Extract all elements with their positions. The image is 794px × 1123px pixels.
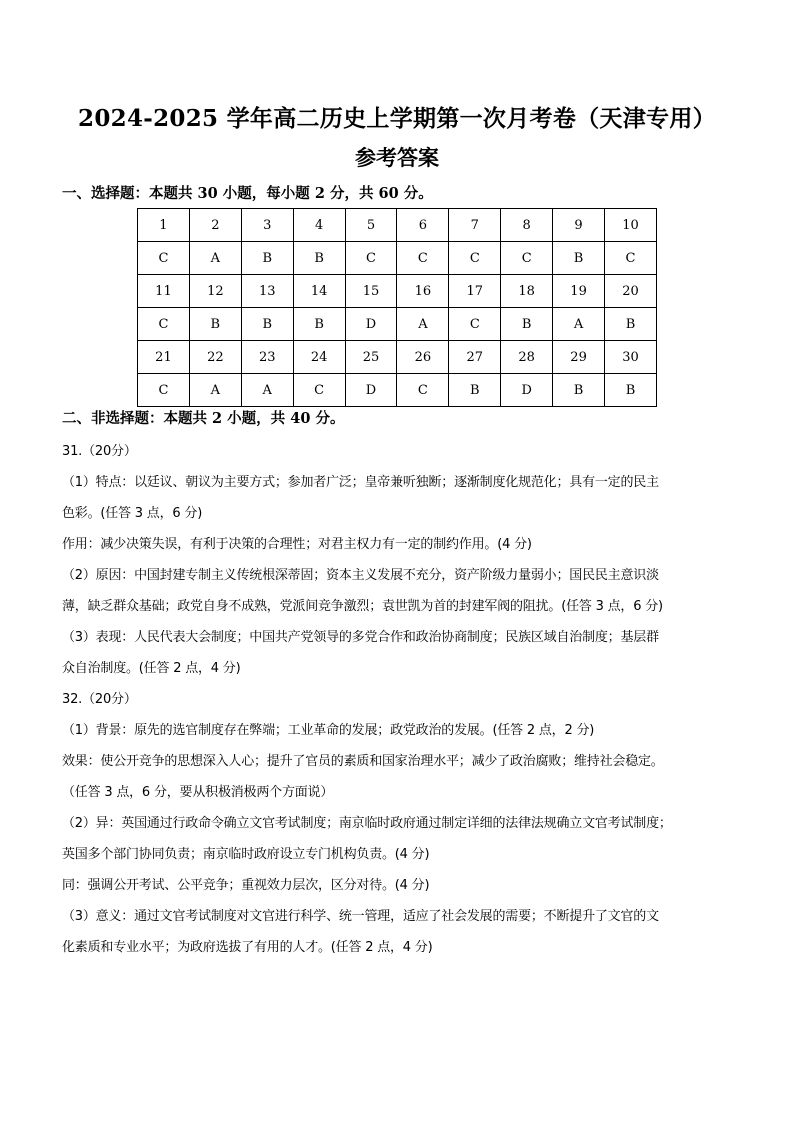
table-cell: 15 (345, 275, 397, 308)
table-cell: 28 (501, 341, 553, 374)
table-cell: B (293, 308, 345, 341)
table-cell: C (138, 242, 190, 275)
answer-table (137, 208, 657, 407)
table-cell: B (553, 242, 605, 275)
answer-line: 众自治制度。(任答 2 点，4 分) (62, 661, 241, 676)
page-title: 2024-2025 学年高二历史上学期第一次月考卷（天津专用） (78, 105, 716, 132)
table-row-answers (138, 308, 657, 341)
table-cell: 13 (241, 275, 293, 308)
table-cell: C (605, 242, 657, 275)
table-cell: 11 (138, 275, 190, 308)
answer-line: 效果：使公开竞争的思想深入人心；提升了官员的素质和国家治理水平；减少了政治腐败；维持社会稳定。 (62, 754, 664, 769)
table-cell: A (189, 374, 241, 407)
table-cell: B (449, 374, 501, 407)
table-cell: D (345, 308, 397, 341)
table-cell: B (605, 374, 657, 407)
table-cell: C (397, 242, 449, 275)
table-cell: C (449, 308, 501, 341)
table-cell: D (501, 374, 553, 407)
answer-line: （3）表现：人民代表大会制度；中国共产党领导的多党合作和政治协商制度；民族区域自治制度；基层群 (62, 630, 659, 645)
table-cell: 17 (449, 275, 501, 308)
answer-line: 英国多个部门协同负责；南京临时政府设立专门机构负责。(4 分) (62, 847, 430, 862)
table-cell: 25 (345, 341, 397, 374)
answer-line: （2）异：英国通过行政命令确立文官考试制度；南京临时政府通过制定详细的法律法规确立文官考试制度； (62, 816, 672, 831)
table-cell: 16 (397, 275, 449, 308)
answer-line: 同：强调公开考试、公平竞争；重视效力层次，区分对待。(4 分) (62, 878, 430, 893)
table-cell: 20 (605, 275, 657, 308)
answer-line: 作用：减少决策失误，有利于决策的合理性；对君主权力有一定的制约作用。(4 分) (62, 537, 532, 552)
table-cell: 5 (345, 209, 397, 242)
table-cell: B (293, 242, 345, 275)
answer-line: （3）意义：通过文官考试制度对文官进行科学、统一管理，适应了社会发展的需要；不断提升了文官的文 (62, 909, 659, 924)
table-cell: A (397, 308, 449, 341)
table-cell: 22 (189, 341, 241, 374)
table-cell: B (501, 308, 553, 341)
table-cell: 12 (189, 275, 241, 308)
table-row-answers (138, 242, 657, 275)
table-row-numbers (138, 341, 657, 374)
table-cell: 19 (553, 275, 605, 308)
page-subtitle: 参考答案 (355, 145, 439, 170)
table-cell: C (501, 242, 553, 275)
table-cell: 29 (553, 341, 605, 374)
table-cell: 8 (501, 209, 553, 242)
section2-heading: 二、非选择题：本题共 2 小题，共 40 分。 (62, 410, 345, 427)
table-cell: 3 (241, 209, 293, 242)
table-cell: 2 (189, 209, 241, 242)
answer-line: （1）背景：原先的选官制度存在弊端；工业革命的发展；政党政治的发展。(任答 2 点，2 分) (62, 723, 595, 738)
table-cell: B (241, 308, 293, 341)
table-cell: 10 (605, 209, 657, 242)
answer-line: （任答 3 点，6 分，要从积极消极两个方面说） (62, 785, 334, 800)
table-cell: 23 (241, 341, 293, 374)
answer-line: 色彩。(任答 3 点，6 分) (62, 506, 203, 521)
table-cell: 26 (397, 341, 449, 374)
table-cell: 30 (605, 341, 657, 374)
table-cell: 4 (293, 209, 345, 242)
answer-line: 32.（20分） (62, 692, 137, 707)
table-cell: C (138, 308, 190, 341)
table-row-answers (138, 374, 657, 407)
answer-line: 薄，缺乏群众基础；政党自身不成熟，党派间竞争激烈；袁世凯为首的封建军阀的阻扰。(任答 3 点，6 分) (62, 599, 663, 614)
answer-line: 化素质和专业水平；为政府选拔了有用的人才。(任答 2 点，4 分) (62, 940, 433, 955)
table-cell: 6 (397, 209, 449, 242)
table-cell: 24 (293, 341, 345, 374)
table-cell: 1 (138, 209, 190, 242)
table-cell: 27 (449, 341, 501, 374)
answer-text-body (62, 436, 742, 963)
table-cell: A (241, 374, 293, 407)
table-cell: C (138, 374, 190, 407)
table-cell: 14 (293, 275, 345, 308)
table-row-numbers (138, 209, 657, 242)
table-cell: C (293, 374, 345, 407)
answer-line: （1）特点：以廷议、朝议为主要方式；参加者广泛；皇帝兼听独断；逐渐制度化规范化；具有一定的民主 (62, 475, 659, 490)
table-cell: A (553, 308, 605, 341)
section1-heading: 一、选择题：本题共 30 小题，每小题 2 分，共 60 分。 (62, 185, 433, 202)
table-cell: B (553, 374, 605, 407)
table-row-numbers (138, 275, 657, 308)
answer-line: 31.（20分） (62, 444, 137, 459)
table-cell: B (605, 308, 657, 341)
table-cell: C (345, 242, 397, 275)
table-cell: B (189, 308, 241, 341)
table-cell: A (189, 242, 241, 275)
table-cell: D (345, 374, 397, 407)
table-cell: 18 (501, 275, 553, 308)
table-cell: C (397, 374, 449, 407)
table-cell: 21 (138, 341, 190, 374)
table-cell: 9 (553, 209, 605, 242)
table-cell: B (241, 242, 293, 275)
answer-line: （2）原因：中国封建专制主义传统根深蒂固；资本主义发展不充分，资产阶级力量弱小；国民民主意识淡 (62, 568, 659, 583)
table-cell: C (449, 242, 501, 275)
table-cell: 7 (449, 209, 501, 242)
